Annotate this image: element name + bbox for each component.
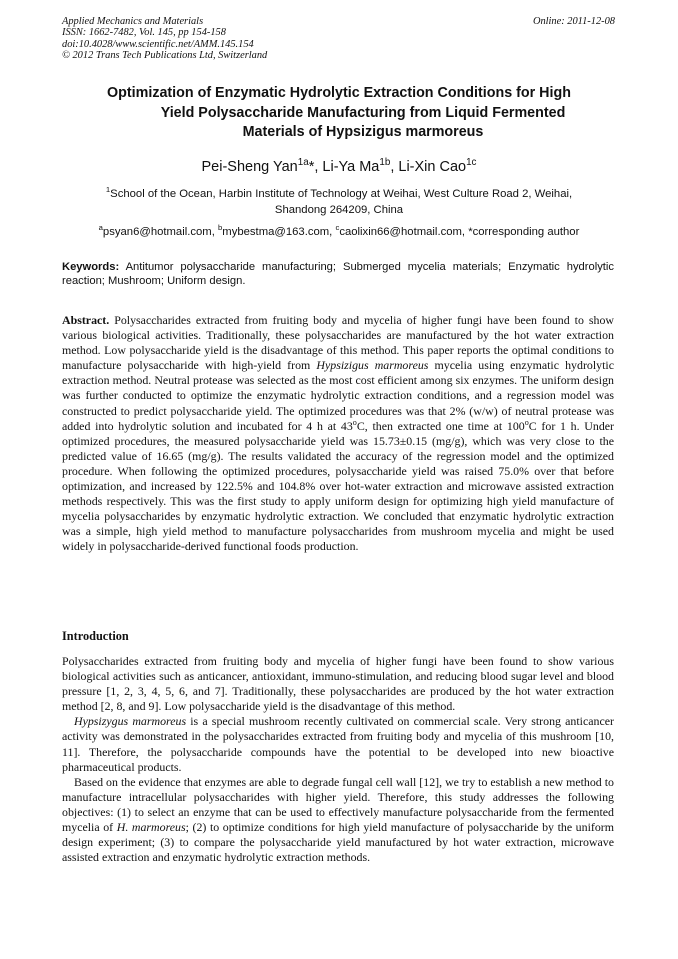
section-heading-introduction: Introduction bbox=[62, 629, 129, 643]
affiliation-line-2: Shandong 264209, China bbox=[274, 204, 404, 216]
affiliation-line-1: School of the Ocean, Harbin Institute of Technology at Weihai, West Culture Road 2, Weihai, bbox=[110, 188, 573, 200]
degree-superscript: o bbox=[352, 417, 357, 427]
author-list: Pei-Sheng Yan$^{1a}$*, Li-Ya $Ma^{1b}$, Li-Xin Cao$^{1c}$ bbox=[201, 157, 477, 175]
abstract-species: Hypsizigus marmoreus bbox=[316, 358, 429, 373]
email-superscript: b bbox=[218, 223, 223, 233]
author-name: Li-Ya Ma bbox=[322, 159, 380, 175]
online-date: Online: 2011-12-08 bbox=[532, 16, 615, 27]
paper-title bbox=[62, 84, 616, 143]
degree-superscript: o bbox=[524, 417, 529, 427]
affiliation bbox=[62, 186, 616, 218]
journal-doi[interactable]: doi:10.4028/www.scientific.net/AMM.145.154 bbox=[62, 38, 254, 50]
email-superscript: a bbox=[98, 223, 103, 233]
author-superscript: 1a bbox=[297, 157, 309, 169]
journal-header bbox=[62, 16, 267, 62]
email-c[interactable]: caolixin66@hotmail.com, *corresponding author bbox=[339, 226, 580, 238]
journal-name: Applied Mechanics and Materials bbox=[62, 16, 204, 27]
intro-paragraph-2-text: is a special mushroom recently cultivated on commercial scale. Very strong anticancer activity was demonstrated in the polysaccharides extracted from fruiting body and mycelia of this mushroom [10, 11]. Therefore, the polysaccharide compounds have the potential to be developed into new bioactive pharmaceutical products. bbox=[62, 714, 614, 774]
keywords-text: Antitumor polysaccharide manufacturing; Submerged mycelia materials; Enzymatic hydrolytic reaction; Mushroom; Uniform design. bbox=[62, 261, 614, 288]
intro-paragraph-3-text-b: ; (2) to optimize conditions for high yield manufacture of polysaccharide by the uniform design experiment; (3) to compare the polysaccharide yield manufactured by hot water extraction, microwave assisted extraction and enzymatic hydrolytic extraction methods. bbox=[62, 820, 614, 865]
introduction-body bbox=[62, 654, 614, 865]
title-line-1: Optimization of Enzymatic Hydrolytic Extraction Conditions for High bbox=[107, 85, 571, 101]
email-b[interactable]: mybestma@163.com, bbox=[222, 226, 336, 238]
journal-copyright: © 2012 Trans Tech Publications Ltd, Switzerland bbox=[62, 50, 268, 62]
abstract-text-1: Polysaccharides extracted from fruiting body and mycelia of higher fungi have been found to show various biological activities. Traditionally, these polysaccharides are manufactured by the hot water extraction method. Low polysaccharide yield is the disadvantage of this method. This paper reports the optimal conditions to manufacture polysaccharide with high-yield from bbox=[62, 313, 614, 373]
abstract-text-3: C, then extracted one time at 100 bbox=[356, 418, 525, 433]
author-emails bbox=[62, 224, 616, 240]
abstract-text-2: mycelia using enzymatic hydrolytic extraction method. Neutral protease was selected as the most cost efficient among six enzymes. The uniform design was further conducted to optimize the enzymatic hydrolytic extraction conditions, and a regression model was constructed to predict polysaccharide yield. The optimized procedures was that 2% (w/w) of neutral protease was added into hydrolytic solution and incubated for 4 h at 43 bbox=[62, 358, 614, 433]
intro-paragraph-3-text-a: Based on the evidence that enzymes are able to degrade fungal cell wall [12], we try to establish a new method to manufacture intracellular polysaccharides with higher yield. Therefore, this study addresses the following objectives: (1) to select an enzyme that can be used to effectively manufacture polysaccharide from the fermented mycelia of bbox=[62, 774, 614, 835]
email-superscript: c bbox=[335, 223, 340, 233]
author-superscript: 1c bbox=[466, 157, 477, 169]
intro-paragraph-1: Polysaccharides extracted from fruiting body and mycelia of higher fungi have been found to show various biological activities such as anticancer, antioxidant, immuno-stimulation, and reducing blood sugar level and blood pressure [1, 2, 3, 4, 5, 6, and 7]. Traditionally, these polysaccharides are produced by the hot water extraction method [2, 8, and 9]. Low polysaccharide yield is the disadvantage of this method. bbox=[62, 654, 614, 714]
intro-paragraph-2 bbox=[62, 714, 614, 774]
abstract bbox=[62, 313, 614, 555]
intro-species: Hypsizygus marmoreus bbox=[74, 714, 187, 729]
title-line-3: Materials of Hypsizigus marmoreus bbox=[242, 124, 484, 140]
abstract-text-4: C for 1 h. Under optimized procedures, the measured polysaccharide yield was 15.73±0.15 (mg/g), which was very close to the predicted value of 16.65 (mg/g). The results validated the accuracy of the regression model and the optimized procedure. When following the optimized procedures, polysaccharide yield was raised 75.0% over that before optimization, and increased by 122.5% and 104.8% over hot-water extraction and microwave assisted extraction methods respectively. This was the first study to apply uniform design for optimizing high yield manufacture of mycelia polysaccharides by enzymatic hydrolytic extraction. We concluded that enzymatic hydrolytic extraction was a simple, high yield method to manufacture polysaccharides from mushroom mycelia and might be used widely in polysaccharide-derived functional foods production. bbox=[62, 418, 615, 554]
title-line-2: Yield Polysaccharide Manufacturing from Liquid Fermented bbox=[160, 104, 566, 121]
author-superscript: 1b bbox=[379, 157, 391, 169]
email-a[interactable]: psyan6@hotmail.com, bbox=[102, 226, 218, 238]
affiliation-superscript: 1 bbox=[105, 185, 111, 195]
corresponding-mark: * bbox=[308, 159, 315, 175]
journal-issn: ISSN: 1662-7482, Vol. 145, pp 154-158 bbox=[62, 27, 226, 39]
intro-species-abbrev: H. marmoreus bbox=[116, 820, 186, 835]
intro-paragraph-3 bbox=[62, 775, 614, 866]
abstract-label: Abstract. bbox=[62, 313, 110, 327]
keywords-label: Keywords: bbox=[62, 261, 120, 273]
keywords bbox=[62, 260, 614, 288]
author-name: Li-Xin Cao bbox=[398, 159, 467, 175]
author-name: Pei-Sheng Yan bbox=[201, 159, 298, 175]
